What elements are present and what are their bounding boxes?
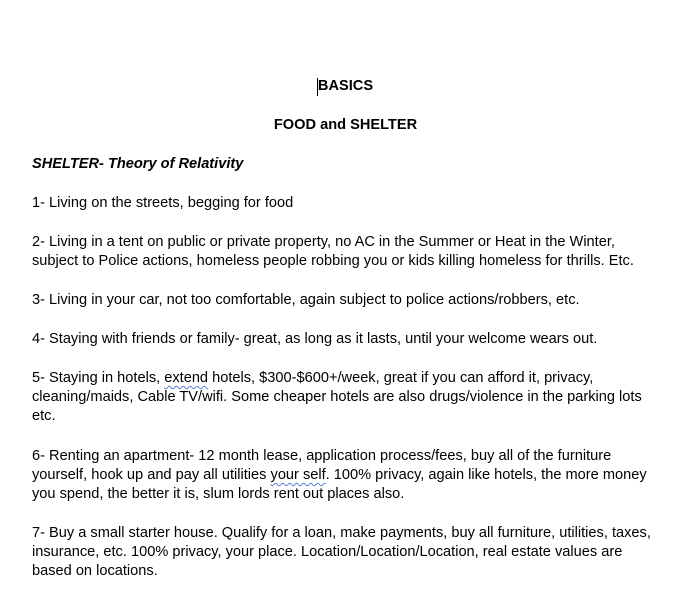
spellcheck-word[interactable]: extend <box>164 370 209 386</box>
paragraph-item-2-line-1: 2- Living in a tent on public or private property, no AC in the Summer or Heat in the Winter, <box>32 234 615 250</box>
paragraph-item-4: 4- Staying with friends or family- great, as long as it lasts, until your welcome wears out. <box>32 331 598 347</box>
paragraph-item-5-line-3: etc. <box>32 408 56 424</box>
paragraph-item-3: 3- Living in your car, not too comfortable, again subject to police actions/robbers, etc. <box>32 292 580 308</box>
text-cursor <box>317 78 318 96</box>
document-title[interactable] <box>0 77 691 96</box>
text-run: 5- Staying in hotels, <box>32 370 165 386</box>
spellcheck-word[interactable]: your self <box>270 467 326 483</box>
paragraph-item-2-line-2: subject to Police actions, homeless people robbing you or kids killing homeless for thrills. Etc. <box>32 253 634 269</box>
text-run: hotels, $300-$600+/week, great if you can afford it, privacy, <box>208 370 594 386</box>
document-title-text: BASICS <box>317 78 374 94</box>
paragraph-item-1: 1- Living on the streets, begging for food <box>32 195 294 211</box>
paragraph-item-7-line-2: insurance, etc. 100% privacy, your place. Location/Location/Location, real estate values are <box>32 544 623 560</box>
paragraph-item-6-line-1: 6- Renting an apartment- 12 month lease, application process/fees, buy all of the furniture <box>32 448 612 464</box>
paragraph-item-6-line-3: you spend, the better it is, slum lords rent out places also. <box>32 486 405 502</box>
text-run: yourself, hook up and pay all utilities <box>32 467 271 483</box>
text-run: . 100% privacy, again like hotels, the more money <box>325 467 647 483</box>
section-heading: SHELTER- Theory of Relativity <box>32 156 244 172</box>
paragraph-item-5-line-2: cleaning/maids, Cable TV/wifi. Some cheaper hotels are also drugs/violence in the parking lots <box>32 389 642 405</box>
paragraph-item-7-line-3: based on locations. <box>32 563 158 579</box>
paragraph-item-5-line-1 <box>32 369 662 388</box>
paragraph-item-7-line-1: 7- Buy a small starter house. Qualify for a loan, make payments, buy all furniture, utilities, taxes, <box>32 525 651 541</box>
paragraph-item-6-line-2 <box>32 466 662 485</box>
document-subtitle: FOOD and SHELTER <box>273 117 418 133</box>
